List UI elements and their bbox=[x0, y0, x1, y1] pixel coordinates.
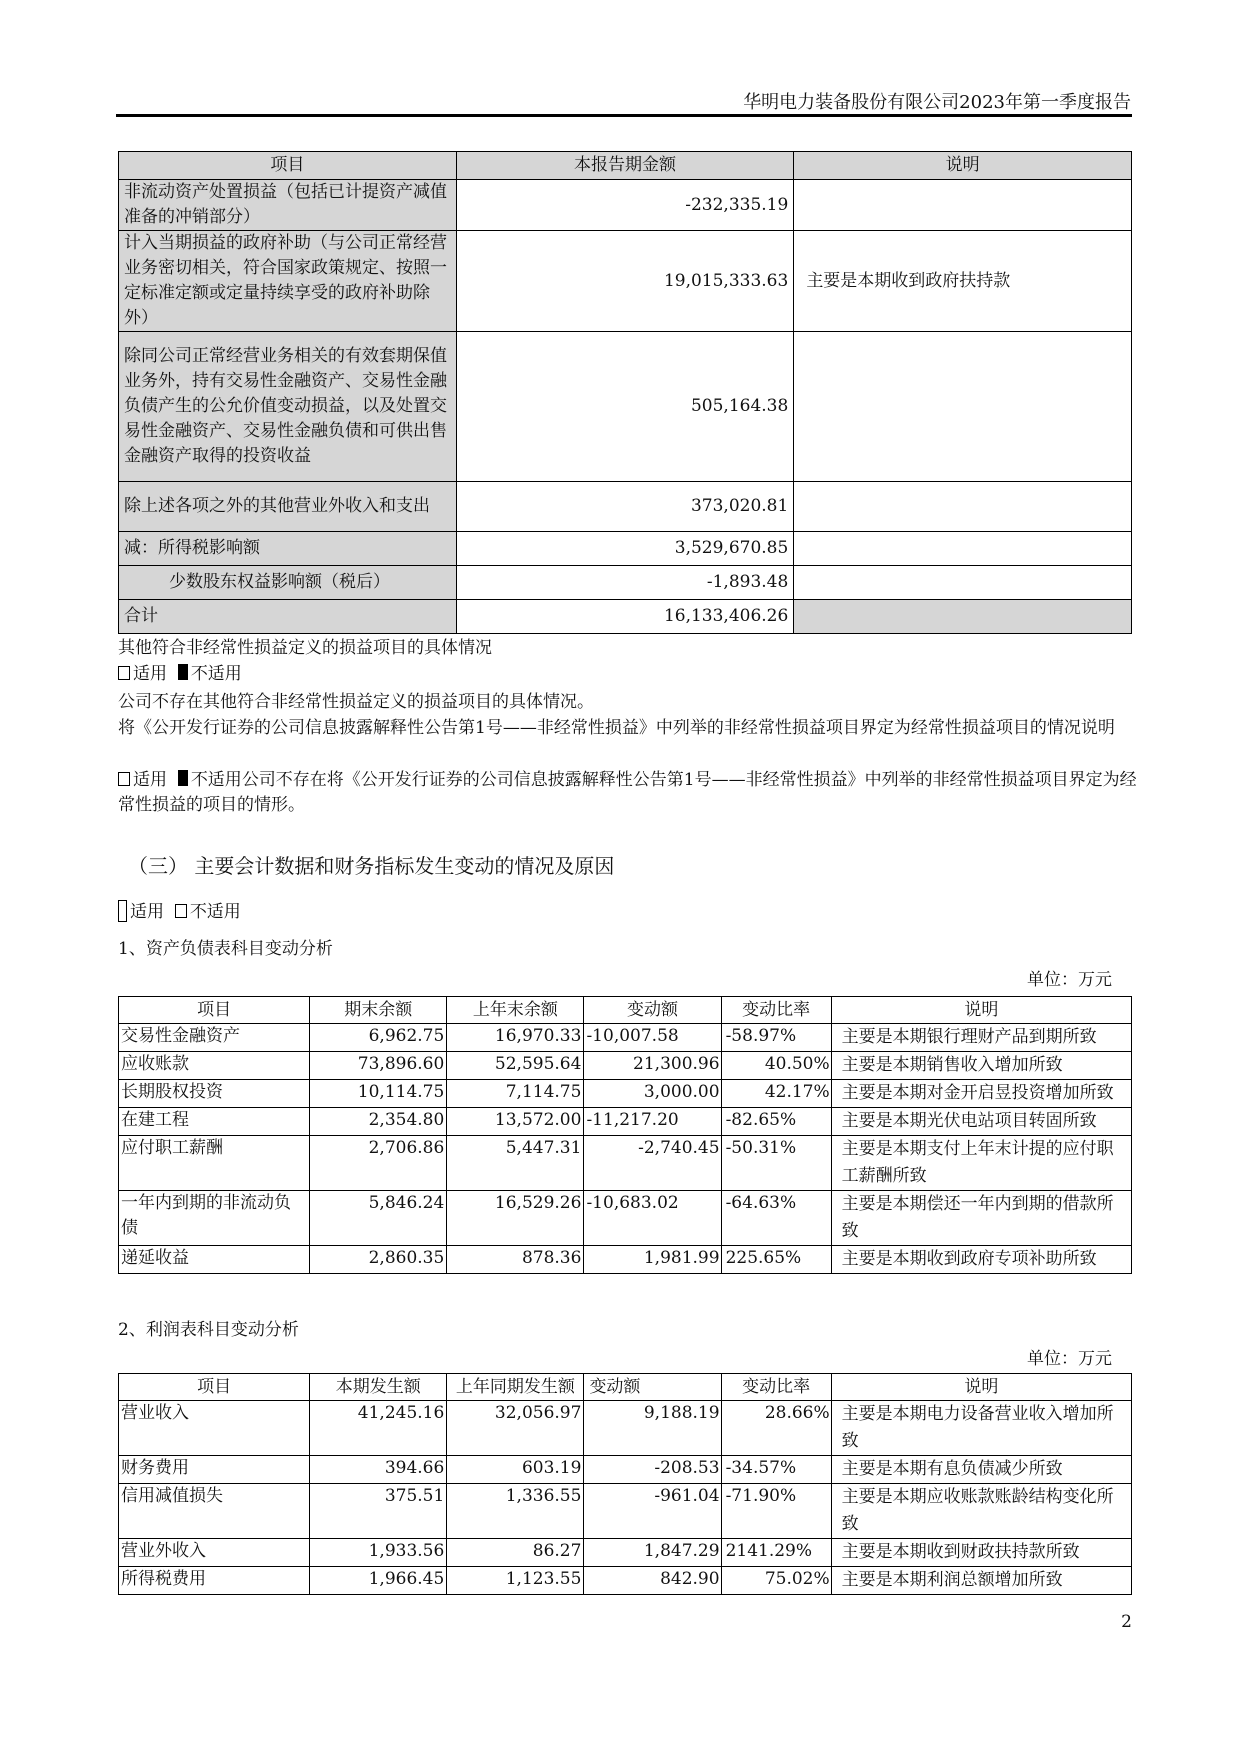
row-item: 长期股权投资 bbox=[119, 1080, 310, 1108]
table-total-row bbox=[119, 600, 1132, 634]
row-item: 减：所得税影响额 bbox=[119, 532, 457, 566]
table-row bbox=[119, 1484, 1132, 1539]
row-amount: 3,529,670.85 bbox=[456, 532, 794, 566]
row-ratio: -34.57% bbox=[721, 1456, 831, 1484]
col-header-item: 项目 bbox=[119, 997, 310, 1024]
row-note bbox=[794, 332, 1132, 482]
row-ratio: -64.63% bbox=[721, 1191, 831, 1246]
row-ratio: 28.66% bbox=[721, 1401, 831, 1456]
row-ratio: -58.97% bbox=[721, 1024, 831, 1052]
col-header-amount: 本报告期金额 bbox=[456, 152, 794, 180]
row-current: 41,245.16 bbox=[310, 1401, 447, 1456]
row-ratio: -71.90% bbox=[721, 1484, 831, 1539]
nonrecurring-items-table bbox=[118, 151, 1132, 634]
reclassification-heading: 将《公开发行证券的公司信息披露解释性公告第1号——非经常性损益》中列举的非经常性损益项目界定为经常性损益项目的情况说明 bbox=[118, 718, 1115, 738]
row-prev-period: 86.27 bbox=[447, 1539, 584, 1567]
no-other-items-text: 公司不存在其他符合非经常性损益定义的损益项目的具体情况。 bbox=[118, 692, 594, 712]
row-ratio: -82.65% bbox=[721, 1108, 831, 1136]
row-note: 主要是本期偿还一年内到期的借款所致 bbox=[831, 1191, 1131, 1246]
col-header-ratio: 变动比率 bbox=[721, 1374, 831, 1401]
table-row bbox=[119, 1246, 1132, 1274]
balance-sheet-subtitle: 1、资产负债表科目变动分析 bbox=[118, 939, 333, 959]
table-row bbox=[119, 1052, 1132, 1080]
row-prev-balance: 5,447.31 bbox=[447, 1136, 584, 1191]
option-applicable: 适用 bbox=[133, 770, 167, 790]
total-amount: 16,133,406.26 bbox=[456, 600, 794, 634]
table-row bbox=[119, 1024, 1132, 1052]
row-change: -208.53 bbox=[584, 1456, 721, 1484]
checkbox-checked-icon[interactable] bbox=[178, 770, 188, 786]
total-note bbox=[794, 600, 1132, 634]
checkbox-unchecked-icon[interactable] bbox=[175, 904, 187, 918]
total-label: 合计 bbox=[119, 600, 457, 634]
row-change: 21,300.96 bbox=[584, 1052, 721, 1080]
table-row bbox=[119, 566, 1132, 600]
col-header-item: 项目 bbox=[119, 152, 457, 180]
row-item: 营业外收入 bbox=[119, 1539, 310, 1567]
row-item: 所得税费用 bbox=[119, 1567, 310, 1595]
row-note: 主要是本期银行理财产品到期所致 bbox=[831, 1024, 1131, 1052]
row-item: 在建工程 bbox=[119, 1108, 310, 1136]
row-end-balance: 6,962.75 bbox=[310, 1024, 447, 1052]
row-item: 递延收益 bbox=[119, 1246, 310, 1274]
row-amount: -1,893.48 bbox=[456, 566, 794, 600]
row-change: 842.90 bbox=[584, 1567, 721, 1595]
reclassification-text: 公司不存在将《公开发行证券的公司信息披露解释性公告第1号——非经常性损益》中列举的非经常性损益项目界定为经常性损益的项目的情形。 bbox=[118, 770, 1137, 815]
col-header-current: 本期发生额 bbox=[310, 1374, 447, 1401]
applicability-row-2 bbox=[118, 768, 1138, 818]
row-item: 交易性金融资产 bbox=[119, 1024, 310, 1052]
checkbox-unchecked-icon[interactable] bbox=[118, 666, 130, 680]
table-row bbox=[119, 1567, 1132, 1595]
row-item: 财务费用 bbox=[119, 1456, 310, 1484]
row-prev-balance: 16,970.33 bbox=[447, 1024, 584, 1052]
row-item: 应付职工薪酬 bbox=[119, 1136, 310, 1191]
checkbox-checked-icon[interactable] bbox=[118, 900, 127, 922]
table-row bbox=[119, 1136, 1132, 1191]
row-item: 计入当期损益的政府补助（与公司正常经营业务密切相关，符合国家政策规定、按照一定标准定额或定量持续享受的政府补助除外） bbox=[119, 231, 457, 332]
row-ratio: 225.65% bbox=[721, 1246, 831, 1274]
row-prev-period: 32,056.97 bbox=[447, 1401, 584, 1456]
report-header-title: 华明电力装备股份有限公司2023年第一季度报告 bbox=[743, 92, 1131, 113]
col-header-note: 说明 bbox=[831, 1374, 1131, 1401]
option-applicable: 适用 bbox=[130, 902, 164, 922]
balance-sheet-table bbox=[118, 996, 1132, 1274]
checkbox-unchecked-icon[interactable] bbox=[118, 772, 130, 786]
col-header-note: 说明 bbox=[831, 997, 1131, 1024]
table-row bbox=[119, 1456, 1132, 1484]
row-ratio: 75.02% bbox=[721, 1567, 831, 1595]
row-note bbox=[794, 566, 1132, 600]
row-ratio: 40.50% bbox=[721, 1052, 831, 1080]
row-end-balance: 5,846.24 bbox=[310, 1191, 447, 1246]
row-item: 信用减值损失 bbox=[119, 1484, 310, 1539]
row-note: 主要是本期光伏电站项目转固所致 bbox=[831, 1108, 1131, 1136]
income-statement-unit: 单位：万元 bbox=[1027, 1349, 1112, 1369]
section-3-title: （三） 主要会计数据和财务指标发生变动的情况及原因 bbox=[128, 854, 615, 878]
row-current: 1,966.45 bbox=[310, 1567, 447, 1595]
table-row bbox=[119, 532, 1132, 566]
row-end-balance: 2,860.35 bbox=[310, 1246, 447, 1274]
table-row bbox=[119, 1080, 1132, 1108]
row-note bbox=[794, 482, 1132, 532]
row-change: 3,000.00 bbox=[584, 1080, 721, 1108]
row-amount: 505,164.38 bbox=[456, 332, 794, 482]
col-header-ratio: 变动比率 bbox=[721, 997, 831, 1024]
table-header-row bbox=[119, 1374, 1132, 1401]
col-header-note: 说明 bbox=[794, 152, 1132, 180]
row-note: 主要是本期收到政府专项补助所致 bbox=[831, 1246, 1131, 1274]
row-change: -11,217.20 bbox=[584, 1108, 721, 1136]
row-note: 主要是本期支付上年末计提的应付职工薪酬所致 bbox=[831, 1136, 1131, 1191]
row-note: 主要是本期收到政府扶持款 bbox=[794, 231, 1132, 332]
col-header-end-balance: 期末余额 bbox=[310, 997, 447, 1024]
table-row bbox=[119, 1539, 1132, 1567]
row-end-balance: 73,896.60 bbox=[310, 1052, 447, 1080]
row-prev-period: 1,123.55 bbox=[447, 1567, 584, 1595]
other-items-heading: 其他符合非经常性损益定义的损益项目的具体情况 bbox=[118, 638, 492, 658]
row-note: 主要是本期电力设备营业收入增加所致 bbox=[831, 1401, 1131, 1456]
row-note: 主要是本期对金开启昱投资增加所致 bbox=[831, 1080, 1131, 1108]
col-header-item: 项目 bbox=[119, 1374, 310, 1401]
table-row bbox=[119, 332, 1132, 482]
row-change: -10,683.02 bbox=[584, 1191, 721, 1246]
checkbox-checked-icon[interactable] bbox=[178, 664, 188, 680]
table-row bbox=[119, 1108, 1132, 1136]
option-not-applicable: 不适用 bbox=[190, 770, 242, 790]
row-prev-balance: 7,114.75 bbox=[447, 1080, 584, 1108]
row-note: 主要是本期收到财政扶持款所致 bbox=[831, 1539, 1131, 1567]
row-current: 375.51 bbox=[310, 1484, 447, 1539]
row-note bbox=[794, 532, 1132, 566]
applicability-row-1 bbox=[118, 662, 1138, 687]
row-prev-balance: 52,595.64 bbox=[447, 1052, 584, 1080]
balance-sheet-unit: 单位：万元 bbox=[1027, 970, 1112, 990]
income-statement-table bbox=[118, 1373, 1132, 1595]
row-item: 一年内到期的非流动负债 bbox=[119, 1191, 310, 1246]
row-item: 非流动资产处置损益（包括已计提资产减值准备的冲销部分） bbox=[119, 180, 457, 231]
row-amount: 19,015,333.63 bbox=[456, 231, 794, 332]
page-number: 2 bbox=[1121, 1612, 1132, 1632]
row-change: -2,740.45 bbox=[584, 1136, 721, 1191]
row-change: 9,188.19 bbox=[584, 1401, 721, 1456]
row-current: 394.66 bbox=[310, 1456, 447, 1484]
table-row bbox=[119, 1401, 1132, 1456]
row-change: -961.04 bbox=[584, 1484, 721, 1539]
row-item: 少数股东权益影响额（税后） bbox=[119, 566, 457, 600]
row-amount: 373,020.81 bbox=[456, 482, 794, 532]
row-ratio: -50.31% bbox=[721, 1136, 831, 1191]
table-header-row bbox=[119, 152, 1132, 180]
table-row bbox=[119, 482, 1132, 532]
row-prev-period: 603.19 bbox=[447, 1456, 584, 1484]
option-not-applicable: 不适用 bbox=[190, 664, 242, 684]
row-prev-balance: 16,529.26 bbox=[447, 1191, 584, 1246]
col-header-prev-balance: 上年末余额 bbox=[447, 997, 584, 1024]
option-not-applicable: 不适用 bbox=[189, 902, 241, 922]
row-item: 除同公司正常经营业务相关的有效套期保值业务外，持有交易性金融资产、交易性金融负债产生的公允价值变动损益，以及处置交易性金融资产、交易性金融负债和可供出售金融资产取得的投资收益 bbox=[119, 332, 457, 482]
row-end-balance: 2,354.80 bbox=[310, 1108, 447, 1136]
col-header-prev-period: 上年同期发生额 bbox=[447, 1374, 584, 1401]
row-note: 主要是本期销售收入增加所致 bbox=[831, 1052, 1131, 1080]
row-prev-balance: 878.36 bbox=[447, 1246, 584, 1274]
row-change: 1,847.29 bbox=[584, 1539, 721, 1567]
header-divider bbox=[116, 114, 1132, 117]
row-ratio: 2141.29% bbox=[721, 1539, 831, 1567]
row-change: -10,007.58 bbox=[584, 1024, 721, 1052]
table-row bbox=[119, 1191, 1132, 1246]
row-change: 1,981.99 bbox=[584, 1246, 721, 1274]
applicability-row-3 bbox=[118, 900, 1138, 925]
income-statement-subtitle: 2、利润表科目变动分析 bbox=[118, 1320, 299, 1340]
row-current: 1,933.56 bbox=[310, 1539, 447, 1567]
option-applicable: 适用 bbox=[133, 664, 167, 684]
row-item: 应收账款 bbox=[119, 1052, 310, 1080]
table-header-row bbox=[119, 997, 1132, 1024]
col-header-change: 变动额 bbox=[584, 997, 721, 1024]
row-end-balance: 10,114.75 bbox=[310, 1080, 447, 1108]
row-item: 营业收入 bbox=[119, 1401, 310, 1456]
row-note bbox=[794, 180, 1132, 231]
row-note: 主要是本期利润总额增加所致 bbox=[831, 1567, 1131, 1595]
row-note: 主要是本期有息负债减少所致 bbox=[831, 1456, 1131, 1484]
row-ratio: 42.17% bbox=[721, 1080, 831, 1108]
row-prev-period: 1,336.55 bbox=[447, 1484, 584, 1539]
row-prev-balance: 13,572.00 bbox=[447, 1108, 584, 1136]
table-row bbox=[119, 231, 1132, 332]
row-end-balance: 2,706.86 bbox=[310, 1136, 447, 1191]
row-amount: -232,335.19 bbox=[456, 180, 794, 231]
row-note: 主要是本期应收账款账龄结构变化所致 bbox=[831, 1484, 1131, 1539]
table-row bbox=[119, 180, 1132, 231]
row-item: 除上述各项之外的其他营业外收入和支出 bbox=[119, 482, 457, 532]
col-header-change: 变动额 bbox=[584, 1374, 721, 1401]
